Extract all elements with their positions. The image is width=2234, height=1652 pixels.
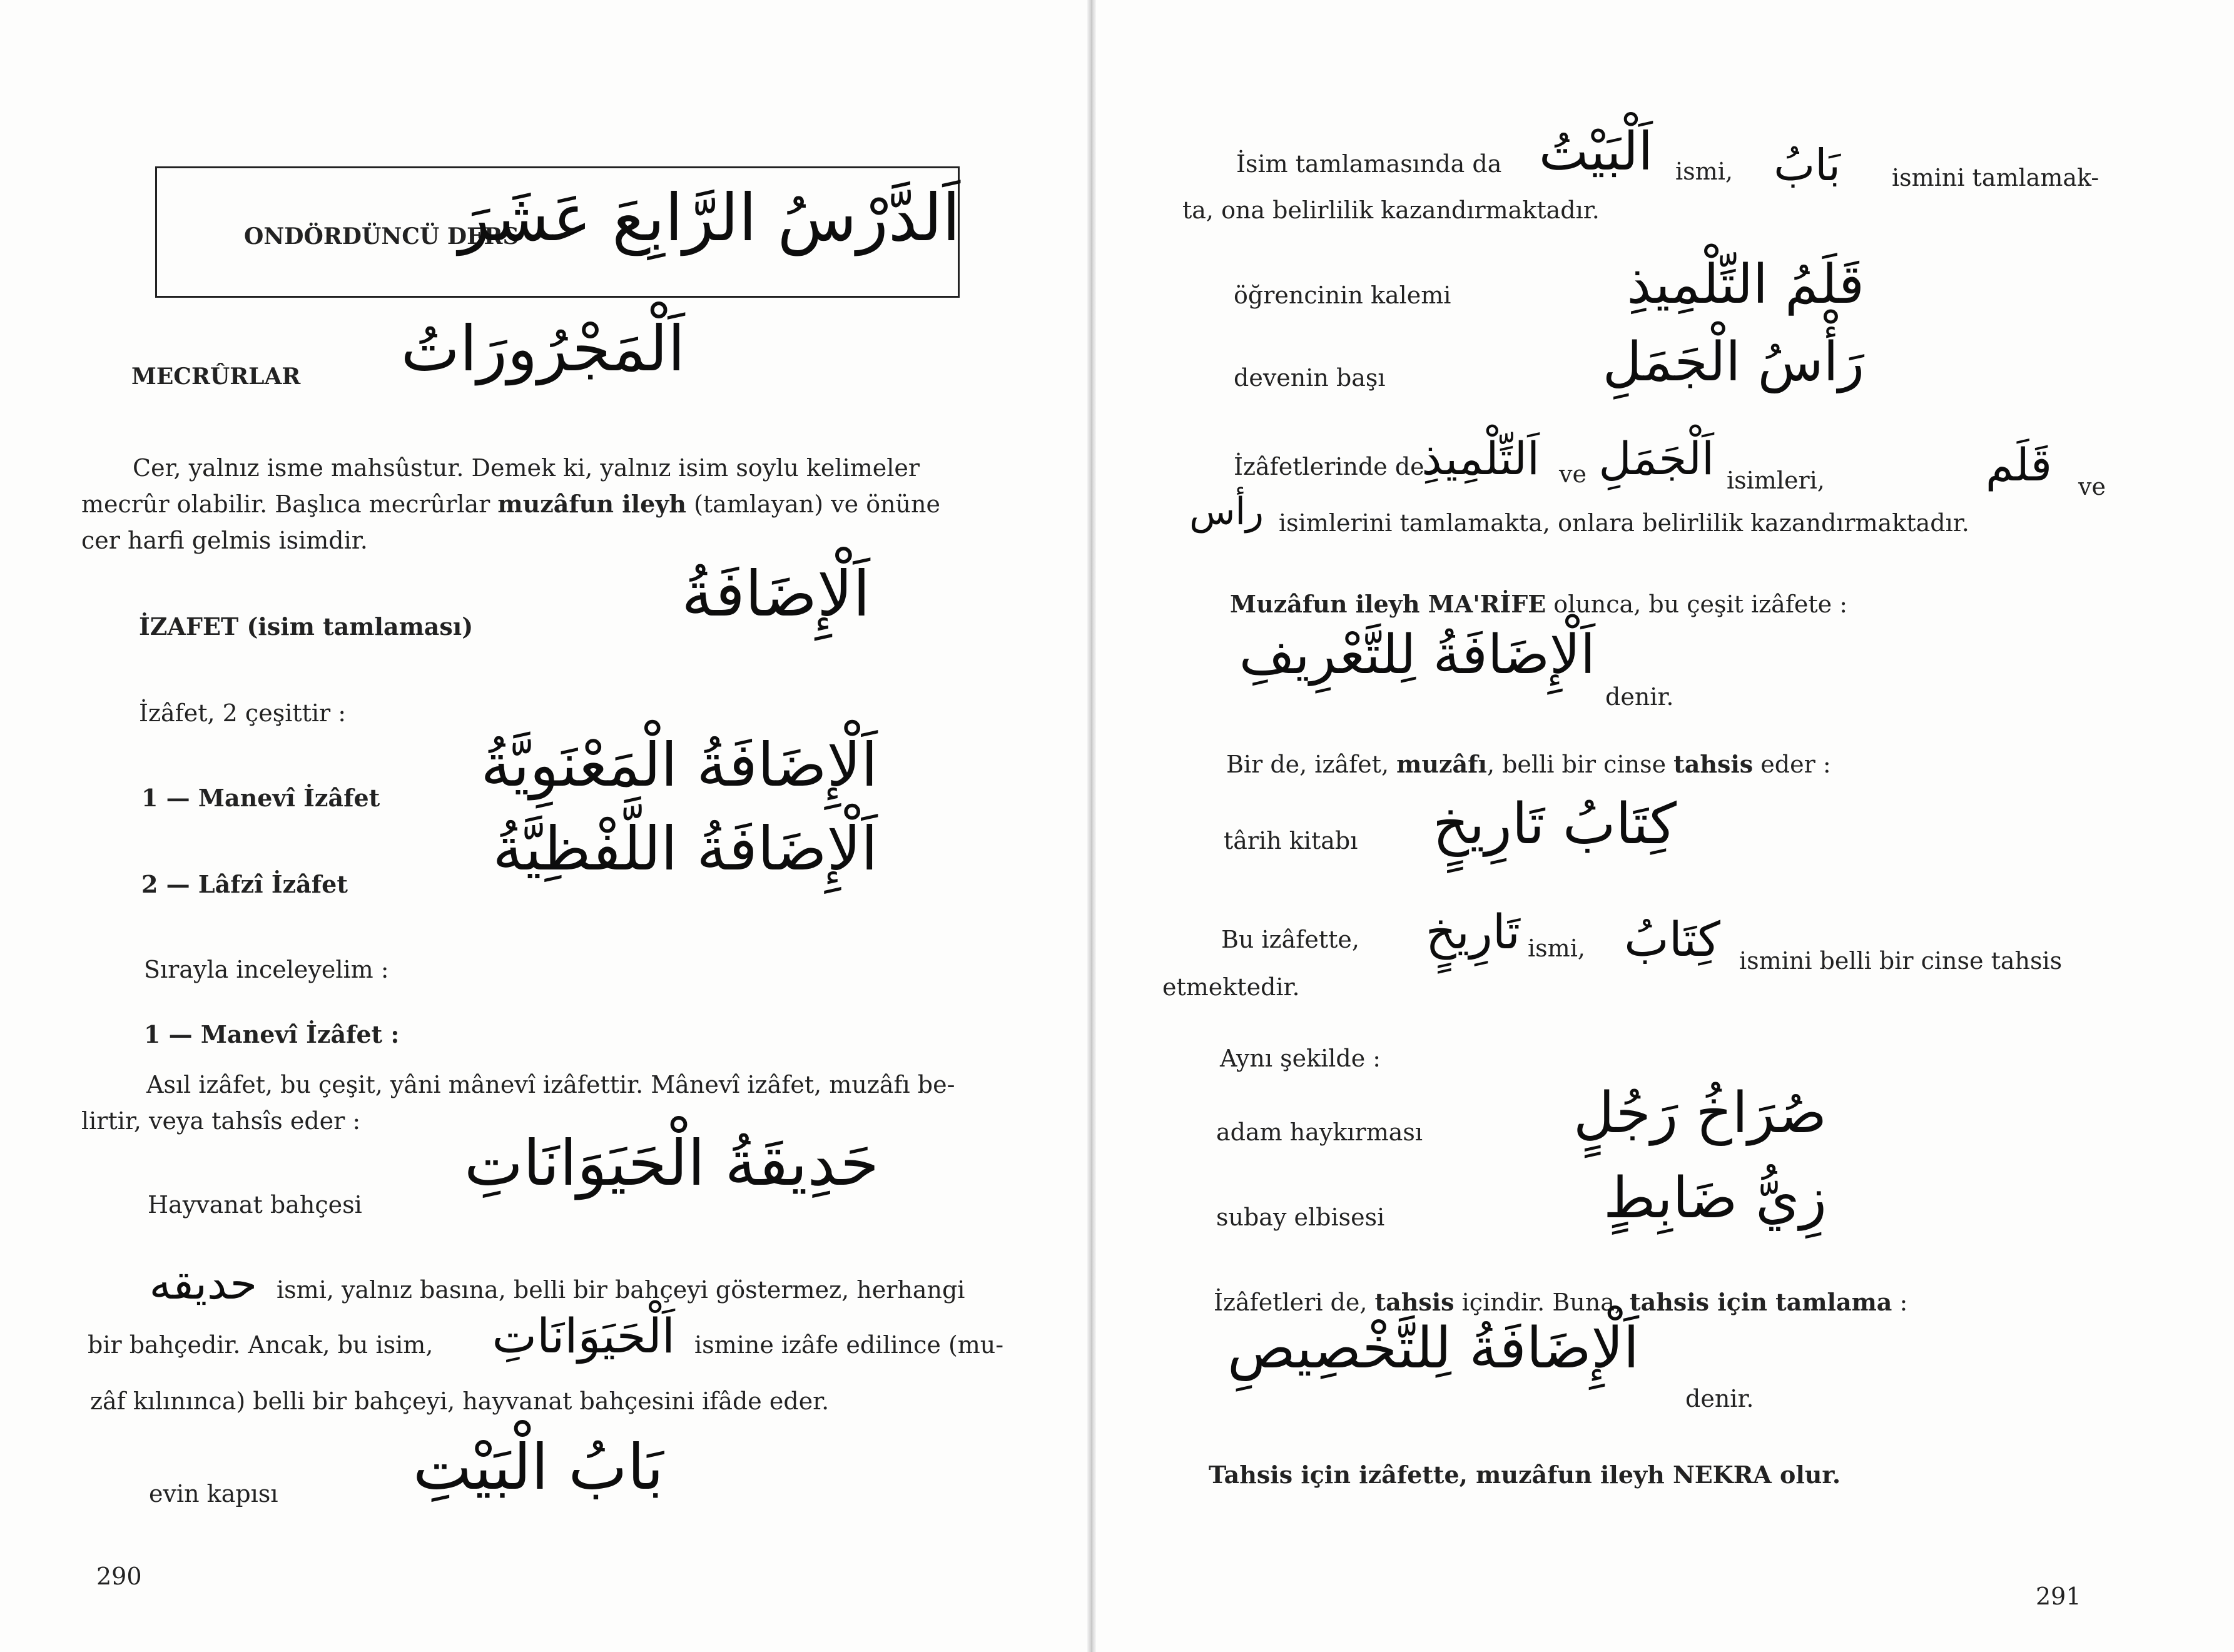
page-number-left: 290 bbox=[96, 1563, 142, 1590]
tahsis-arabic: اَلْإِضَافَةُ لِلتَّخْصِيصِ bbox=[1227, 1315, 1639, 1381]
tahsis-denir: denir. bbox=[1685, 1385, 1754, 1412]
adam-arabic: صُرَاخُ رَجُلٍ bbox=[1573, 1080, 1827, 1146]
tahsis-line: İzâfetleri de, tahsis içindir. Buna, tahsis için tamlama : bbox=[1214, 1288, 1908, 1316]
izafetlerinde-ve-1: ve bbox=[1559, 460, 1587, 488]
subay-label: subay elbisesi bbox=[1216, 1204, 1385, 1231]
type2-label: 2 — Lâfzî İzâfet bbox=[141, 870, 348, 898]
adam-label: adam haykırması bbox=[1216, 1118, 1423, 1146]
sirayla-text: Sırayla inceleyelim : bbox=[144, 956, 389, 983]
bu-line-2: etmektedir. bbox=[1162, 973, 1300, 1001]
izafetlerinde-b: isimleri, bbox=[1727, 467, 1825, 494]
isim-line-1a: İsim tamlamasında da bbox=[1236, 150, 1502, 178]
izafetlerinde-ve-2: ve bbox=[2078, 473, 2106, 500]
bu-b: ismi, bbox=[1528, 935, 1585, 962]
hadika-line-1: ismi, yalnız basına, belli bir bahçeyi göstermez, herhangi bbox=[277, 1276, 965, 1304]
book-gutter bbox=[1087, 0, 1096, 1652]
tarih-label: târih kitabı bbox=[1224, 827, 1358, 854]
hayvanat-label: Hayvanat bahçesi bbox=[148, 1191, 362, 1219]
hayavanat-word: اَلْحَيَوَانَاتِ bbox=[492, 1308, 675, 1364]
isim-line-1b: ismi, bbox=[1675, 158, 1733, 185]
intro-line-1: Cer, yalnız isme mahsûstur. Demek ki, yalnız isim soylu kelimeler bbox=[133, 454, 920, 482]
hadika-word: حديقه bbox=[149, 1258, 257, 1309]
hadika-line-3: zâf kılınınca) belli bir bahçeyi, hayvanat bahçesini ifâde eder. bbox=[90, 1387, 830, 1415]
hayvanat-arabic: حَدِيقَةُ الْحَيَوَانَاتِ bbox=[464, 1127, 879, 1200]
intro-line-3: cer harfi gelmis isimdir. bbox=[81, 527, 368, 554]
izafet-arabic: اَلْإِضَافَةُ bbox=[681, 557, 870, 631]
ogrenci-label: öğrencinin kalemi bbox=[1234, 281, 1451, 309]
izafetlerinde-word-4: رأس bbox=[1189, 490, 1264, 534]
bu-c: ismini belli bir cinse tahsis bbox=[1739, 947, 2063, 975]
evin-arabic: بَابُ الْبَيْتِ bbox=[412, 1431, 664, 1504]
bu-word-2: كِتَابُ bbox=[1624, 911, 1720, 967]
izafet-heading: İZAFET (isim tamlaması) bbox=[139, 612, 474, 641]
type1-label: 1 — Manevî İzâfet bbox=[141, 784, 380, 812]
asil-line-2: lirtir, veya tahsîs eder : bbox=[81, 1107, 361, 1135]
bu-a: Bu izâfette, bbox=[1221, 926, 1359, 953]
isim-line-1c: ismini tamlamak- bbox=[1892, 164, 2099, 191]
subay-arabic: زِيُّ ضَابِطٍ bbox=[1603, 1165, 1827, 1231]
mecrurlar-heading: MECRÛRLAR bbox=[131, 363, 301, 390]
asil-line-1: Asıl izâfet, bu çeşit, yâni mânevî izâfettir. Mânevî izâfet, muzâfı be- bbox=[146, 1071, 955, 1098]
type2-arabic: اَلْإِضَافَةُ اللَّفْظِيَّةُ bbox=[492, 814, 878, 884]
intro-line-2: mecrûr olabilir. Başlıca mecrûrlar muzâfun ileyh (tamlayan) ve önüne bbox=[81, 490, 940, 518]
type1-arabic: اَلْإِضَافَةُ الْمَعْنَوِيَّةُ bbox=[480, 730, 878, 800]
izafetlerinde-word-2: اَلْجَمَلِ bbox=[1598, 432, 1714, 485]
lesson-title: ONDÖRDÜNCÜ DERS bbox=[244, 223, 519, 250]
mecrurlar-arabic: اَلْمَجْرُورَاتُ bbox=[400, 312, 685, 385]
bu-word-1: تَارِيخٍ bbox=[1425, 904, 1520, 960]
isim-line-2: ta, ona belirlilik kazandırmaktadır. bbox=[1182, 196, 1600, 224]
nekra-line: Tahsis için izâfette, muzâfun ileyh NEKRA olur. bbox=[1209, 1461, 1841, 1489]
tarif-denir: denir. bbox=[1605, 683, 1674, 711]
izafetlerinde-a: İzâfetlerinde de bbox=[1234, 453, 1424, 480]
hadika-line-2a: bir bahçedir. Ancak, bu isim, bbox=[88, 1331, 434, 1359]
ayni-text: Aynı şekilde : bbox=[1220, 1045, 1381, 1072]
deve-arabic: رَأْسُ الْجَمَلِ bbox=[1602, 331, 1864, 393]
isim-word-1: اَلْبَيْتُ bbox=[1538, 121, 1653, 182]
marife-line: Muzâfun ileyh MA'RİFE olunca, bu çeşit izâfete : bbox=[1230, 590, 1848, 618]
tarif-arabic: اَلْإِضَافَةُ لِلتَّعْرِيفِ bbox=[1239, 624, 1595, 686]
izafet-types: İzâfet, 2 çeşittir : bbox=[139, 699, 347, 727]
izafetlerinde-word-3: قَلَم bbox=[1985, 438, 2052, 491]
manevi-heading: 1 — Manevî İzâfet : bbox=[144, 1020, 400, 1048]
evin-label: evin kapısı bbox=[149, 1480, 278, 1508]
isim-word-2: بَابُ bbox=[1774, 139, 1841, 191]
ogrenci-arabic: قَلَمُ التِّلْمِيذِ bbox=[1627, 253, 1864, 316]
tarih-arabic: كِتَابُ تَارِيخٍ bbox=[1433, 791, 1677, 857]
hadika-line-2b: ismine izâfe edilince (mu- bbox=[694, 1331, 1004, 1359]
lesson-title-arabic: اَلدَّرْسُ الرَّابِعَ عَشَرَ bbox=[459, 180, 960, 256]
page-number-right: 291 bbox=[2036, 1583, 2081, 1610]
deve-label: devenin başı bbox=[1234, 364, 1386, 392]
cinse-line: Bir de, izâfet, muzâfı, belli bir cinse tahsis eder : bbox=[1226, 750, 1831, 778]
izafetlerinde-line-2: isimlerini tamlamakta, onlara belirlilik kazandırmaktadır. bbox=[1279, 509, 1969, 537]
izafetlerinde-word-1: اَلتِّلْمِيذِ bbox=[1421, 432, 1540, 485]
